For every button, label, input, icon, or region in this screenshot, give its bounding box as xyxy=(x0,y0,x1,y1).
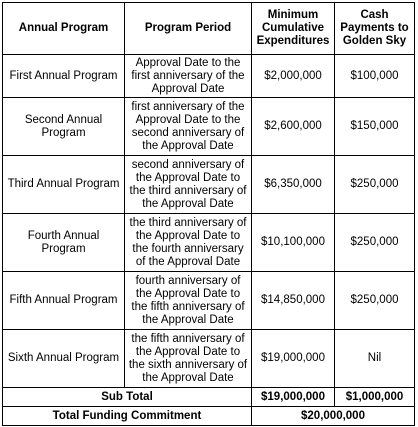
table-row xyxy=(3,330,415,388)
total-row xyxy=(3,407,415,426)
expenditures-cell: $2,600,000 xyxy=(252,98,335,156)
program-cell: Fifth Annual Program xyxy=(3,272,125,330)
table-row xyxy=(3,156,415,214)
expenditures-cell: $14,850,000 xyxy=(252,272,335,330)
period-cell: second anniversary of the Approval Date to the third anniversary of the Approval Date xyxy=(125,156,252,214)
expenditures-cell: $10,100,000 xyxy=(252,214,335,272)
subtotal-payments: $1,000,000 xyxy=(335,388,415,407)
period-cell: the third anniversary of the Approval Date to the fourth anniversary of the Approval Date xyxy=(125,214,252,272)
expenditures-cell: $19,000,000 xyxy=(252,330,335,388)
funding-table-container xyxy=(2,2,415,426)
payments-cell: $100,000 xyxy=(335,55,415,98)
total-label: Total Funding Commitment xyxy=(3,407,252,426)
header-annual-program: Annual Program xyxy=(3,3,125,55)
period-cell: the fifth anniversary of the Approval Date to the sixth anniversary of the Approval Date xyxy=(125,330,252,388)
payments-cell: $250,000 xyxy=(335,272,415,330)
payments-cell: $250,000 xyxy=(335,214,415,272)
program-cell: Second Annual Program xyxy=(3,98,125,156)
program-cell: First Annual Program xyxy=(3,55,125,98)
total-value: $20,000,000 xyxy=(252,407,415,426)
subtotal-row xyxy=(3,388,415,407)
payments-cell: $250,000 xyxy=(335,156,415,214)
table-row xyxy=(3,214,415,272)
program-cell: Fourth Annual Program xyxy=(3,214,125,272)
period-cell: fourth anniversary of the Approval Date to the fifth anniversary of the Approval Date xyxy=(125,272,252,330)
subtotal-label: Sub Total xyxy=(3,388,252,407)
expenditures-cell: $6,350,000 xyxy=(252,156,335,214)
header-program-period: Program Period xyxy=(125,3,252,55)
program-cell: Sixth Annual Program xyxy=(3,330,125,388)
table-row xyxy=(3,98,415,156)
expenditures-cell: $2,000,000 xyxy=(252,55,335,98)
table-row xyxy=(3,55,415,98)
funding-commitment-table xyxy=(2,2,415,426)
subtotal-expenditures: $19,000,000 xyxy=(252,388,335,407)
payments-cell: $150,000 xyxy=(335,98,415,156)
payments-cell: Nil xyxy=(335,330,415,388)
program-cell: Third Annual Program xyxy=(3,156,125,214)
period-cell: first anniversary of the Approval Date to the second anniversary of the Approval Date xyxy=(125,98,252,156)
header-minimum-cumulative-expenditures: Minimum Cumulative Expenditures xyxy=(252,3,335,55)
period-cell: Approval Date to the first anniversary of the Approval Date xyxy=(125,55,252,98)
header-cash-payments: Cash Payments to Golden Sky xyxy=(335,3,415,55)
table-header-row xyxy=(3,3,415,55)
table-row xyxy=(3,272,415,330)
